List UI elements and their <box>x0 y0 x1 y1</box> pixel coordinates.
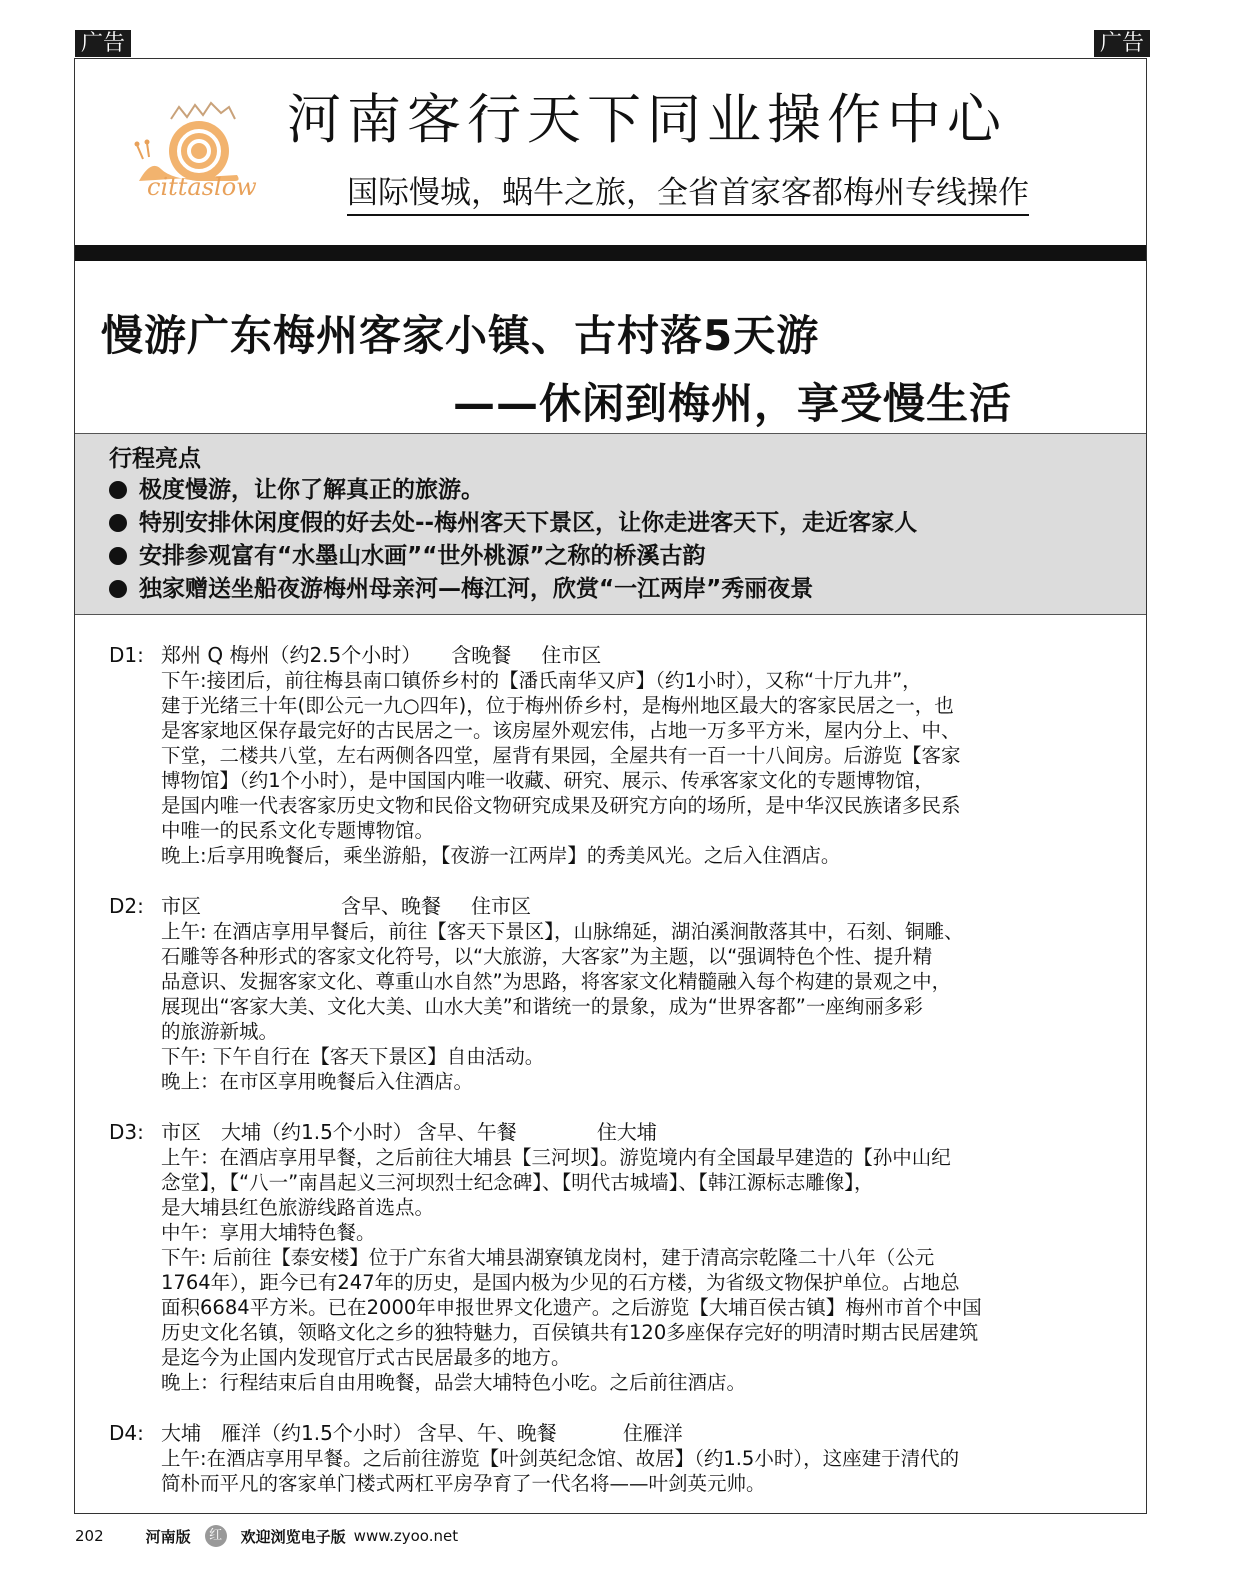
day-label: D4: <box>109 1421 144 1445</box>
day-stay: 住雁洋 <box>622 1421 683 1445</box>
highlight-item: 安排参观富有“水墨山水画”“世外桃源”之称的桥溪古韵 <box>109 540 917 573</box>
bullet-icon <box>109 481 127 499</box>
day-paragraph: 下午: 后前往【泰安楼】位于广东省大埔县湖寮镇龙岗村，建于清高宗乾隆二十八年（公元 1764年），距今已有247年的历史，是国内极为少见的石方楼，为省级文物保护单位。占地总 面积6684平方米。已在2000年申报世界文化遗产。之后游览【大埔百侯古镇】梅州市首个中国 历史文化名镇，领略文化之乡的独特魅力，百侯镇共有120多座保存完好的明清时期古民居建筑 是迄今为止国内发现官厅式古民居最多的地方。 <box>161 1246 982 1369</box>
header <box>75 59 1146 245</box>
day-header <box>109 1120 1139 1145</box>
footer <box>75 1524 458 1548</box>
highlight-item: 独家赠送坐船夜游梅州母亲河—梅江河，欣赏“一江两岸”秀丽夜景 <box>109 573 917 606</box>
day-meals: 含早、午餐 <box>416 1120 517 1144</box>
day-paragraph: 晚上:后享用晚餐后，乘坐游船，【夜游一江两岸】的秀美风光。之后入住酒店。 <box>161 844 841 867</box>
day-route: 郑州 Q 梅州（约2.5个小时） <box>161 643 422 667</box>
day-route: 市区 <box>161 894 201 918</box>
day-paragraph: 上午：在酒店享用早餐，之后前往大埔县【三河坝】。游览境内有全国最早建造的【孙中山纪 念堂】，【“八一”南昌起义三河坝烈士纪念碑】、【明代古城墙】、【韩江源标志雕像】， 是大埔县红色旅游线路首选点。 <box>161 1146 951 1219</box>
day-1 <box>109 643 1139 868</box>
red-mark-icon: 红 <box>205 1525 227 1547</box>
bullet-icon <box>109 514 127 532</box>
main-title: 慢游广东梅州客家小镇、古村落5天游 <box>101 311 820 360</box>
divider-bar <box>75 245 1146 261</box>
day-stay: 住市区 <box>471 894 531 918</box>
day-stay: 住大埔 <box>596 1120 657 1144</box>
day-route: 大埔 雁洋（约1.5个小时） <box>161 1421 413 1445</box>
day-paragraph: 下午: 下午自行在【客天下景区】自由活动。 <box>161 1045 545 1068</box>
welcome-text: 欢迎浏览电子版 <box>240 1527 346 1546</box>
day-2 <box>109 894 1139 1094</box>
slogan: 国际慢城，蜗牛之旅，全省首家客都梅州专线操作 <box>347 167 1029 216</box>
day-paragraph: 晚上：行程结束后自由用晚餐，品尝大埔特色小吃。之后前往酒店。 <box>161 1371 747 1394</box>
sub-title: ——休闲到梅州，享受慢生活 <box>453 379 1013 428</box>
day-paragraph: 下午:接团后，前往梅县南口镇侨乡村的【潘氏南华又庐】（约1小时），又称“十厅九井”， 建于光绪三十年(即公元一九○四年)，位于梅州侨乡村，是梅州地区最大的客家民居之一，也 是客家地区保存最完好的古民居之一。该房屋外观宏伟，占地一万多平方米，屋内分上、中、 下堂，二楼共八堂，左右两侧各四堂，屋背有果园，全屋共有一百一十八间房。后游览【客家 博物馆】（约1个小时），是中国国内唯一收藏、研究、展示、传承客家文化的专题博物馆， 是国内唯一代表客家历史文物和民俗文物研究成果及研究方向的场所，是中华汉民族诸多民系 中唯一的民系文化专题博物馆。 <box>161 669 961 842</box>
website-url[interactable]: www.zyoo.net <box>353 1527 459 1545</box>
day-route: 市区 大埔（约1.5个小时） <box>161 1120 413 1144</box>
bullet-icon <box>109 580 127 598</box>
highlights-box <box>75 433 1146 615</box>
day-label: D3: <box>109 1120 144 1144</box>
day-4 <box>109 1421 1139 1496</box>
edition-label: 河南版 <box>145 1527 191 1546</box>
day-header <box>109 894 1139 919</box>
day-paragraph: 中午：享用大埔特色餐。 <box>161 1221 376 1244</box>
ad-tag-left: 广告 <box>75 30 131 57</box>
day-header <box>109 643 1139 668</box>
logo-text: cittaslow <box>147 173 257 201</box>
day-stay: 住市区 <box>541 643 602 667</box>
highlight-item: 特别安排休闲度假的好去处--梅州客天下景区，让你走进客天下，走近客家人 <box>109 507 917 540</box>
page-number: 202 <box>75 1527 104 1545</box>
day-paragraph: 上午: 在酒店享用早餐后，前往【客天下景区】，山脉绵延，湖泊溪涧散落其中，石刻、铜雕、 石雕等各种形式的客家文化符号，以“大旅游，大客家”为主题，以“强调特色个性、提升精 品意识、发掘客家文化、尊重山水自然”为思路，将客家文化精髓融入每个构建的景观之中， 展现出“客家大美、文化大美、山水大美”和谐统一的景象，成为“世界客都”一座绚丽多彩 的旅游新城。 <box>161 920 964 1043</box>
highlights-list <box>109 474 917 606</box>
highlights-title: 行程亮点 <box>109 446 201 472</box>
ad-frame <box>74 58 1147 1514</box>
day-meals: 含早、晚餐 <box>341 894 441 918</box>
day-label: D2: <box>109 894 144 918</box>
highlight-item: 极度慢游，让你了解真正的旅游。 <box>109 474 917 507</box>
day-header <box>109 1421 1139 1446</box>
title-area <box>75 261 1146 433</box>
day-paragraph: 晚上：在市区享用晚餐后入住酒店。 <box>161 1070 474 1093</box>
day-3 <box>109 1120 1139 1395</box>
itinerary <box>109 643 1139 1522</box>
day-meals: 含晚餐 <box>451 643 512 667</box>
company-name: 河南客行天下同业操作中心 <box>287 88 1007 151</box>
ad-tag-right: 广告 <box>1094 30 1150 57</box>
day-label: D1: <box>109 643 144 667</box>
bullet-icon <box>109 547 127 565</box>
day-paragraph: 上午:在酒店享用早餐。之后前往游览【叶剑英纪念馆、故居】（约1.5小时），这座建于清代的 简朴而平凡的客家单门楼式两杠平房孕育了一代名将——叶剑英元帅。 <box>161 1447 960 1495</box>
day-meals: 含早、午、晚餐 <box>416 1421 557 1445</box>
